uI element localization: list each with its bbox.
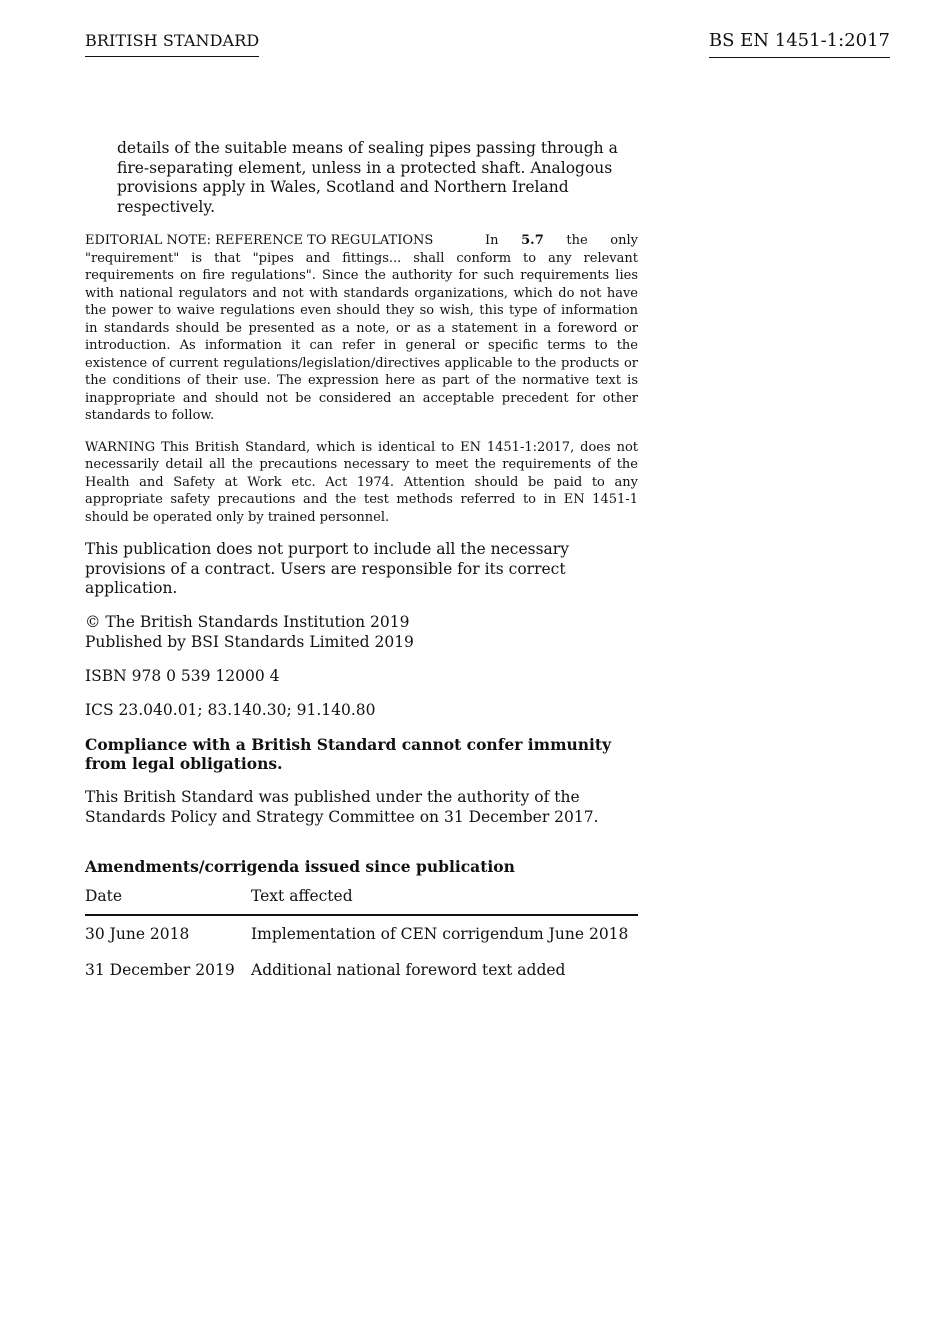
publisher-line: Published by BSI Standards Limited 2019 — [85, 632, 414, 651]
amendment-text: Additional national foreword text added — [251, 960, 566, 979]
editorial-note-label: EDITORIAL NOTE: REFERENCE TO REGULATIONS — [85, 233, 434, 248]
header-left-title: BRITISH STANDARD — [85, 31, 259, 57]
editorial-note — [85, 232, 638, 425]
amendment-text: Implementation of CEN corrigendum June 2018 — [251, 924, 629, 943]
table-row — [85, 952, 638, 988]
warning-paragraph: WARNING This British Standard, which is identical to EN 1451-1:2017, does not necessarily detail all the precautions necessary to meet the requirements of the Health and Safety at Work etc. Act 1974. Attention should be paid to any appropriate safety precautions and the test methods referred to in EN 1451-1 should be operated only by trained personnel. — [85, 439, 638, 525]
amendment-date: 30 June 2018 — [85, 924, 190, 943]
editorial-note-clause: 5.7 — [521, 233, 544, 248]
continued-paragraph: details of the suitable means of sealing pipes passing through a fire-separating element, unless in a protected shaft. Analogous provisions apply in Wales, Scotland and Northern Ireland respectively. — [117, 139, 618, 216]
table-row — [85, 915, 638, 952]
header-standard-number: BS EN 1451-1:2017 — [709, 30, 890, 58]
page-content — [85, 139, 638, 988]
isbn: ISBN 978 0 539 12000 4 — [85, 666, 280, 685]
authority-statement: This British Standard was published under the authority of the Standards Policy and Strategy Committee on 31 December 2017. — [85, 788, 599, 826]
editorial-note-text: the only "requirement" is that "pipes and fittings... shall conform to any relevant requirements on fire regulations". Since the authority for such requirements lies with national regulators and not with standards organizations, which do not have the power to waive regulations even should they so wish, this type of information in standards should be presented as a note, or as a statement in a foreword or introduction. As information it can refer in general or specific terms to the existence of current regulations/legislation/directives applicable to the products or the conditions of their use. The expression here as part of the normative text is inappropriate and should not be considered an acceptable precedent for other standards to follow. — [85, 233, 638, 423]
amendment-date: 31 December 2019 — [85, 960, 235, 979]
column-header-date: Date — [85, 881, 251, 915]
amendments-header-row — [85, 881, 638, 915]
copyright-block — [85, 613, 638, 652]
amendments-title: Amendments/corrigenda issued since publication — [85, 857, 515, 876]
compliance-statement: Compliance with a British Standard cannot confer immunity from legal obligations. — [85, 734, 612, 773]
contract-note: This publication does not purport to include all the necessary provisions of a contract. Users are responsible for its correct application. — [85, 540, 569, 597]
editorial-note-prefix: In — [485, 233, 499, 248]
copyright-line: © The British Standards Institution 2019 — [85, 613, 410, 631]
amendments-table — [85, 881, 638, 988]
column-header-text-affected: Text affected — [251, 881, 638, 915]
ics-codes: ICS 23.040.01; 83.140.30; 91.140.80 — [85, 700, 376, 719]
